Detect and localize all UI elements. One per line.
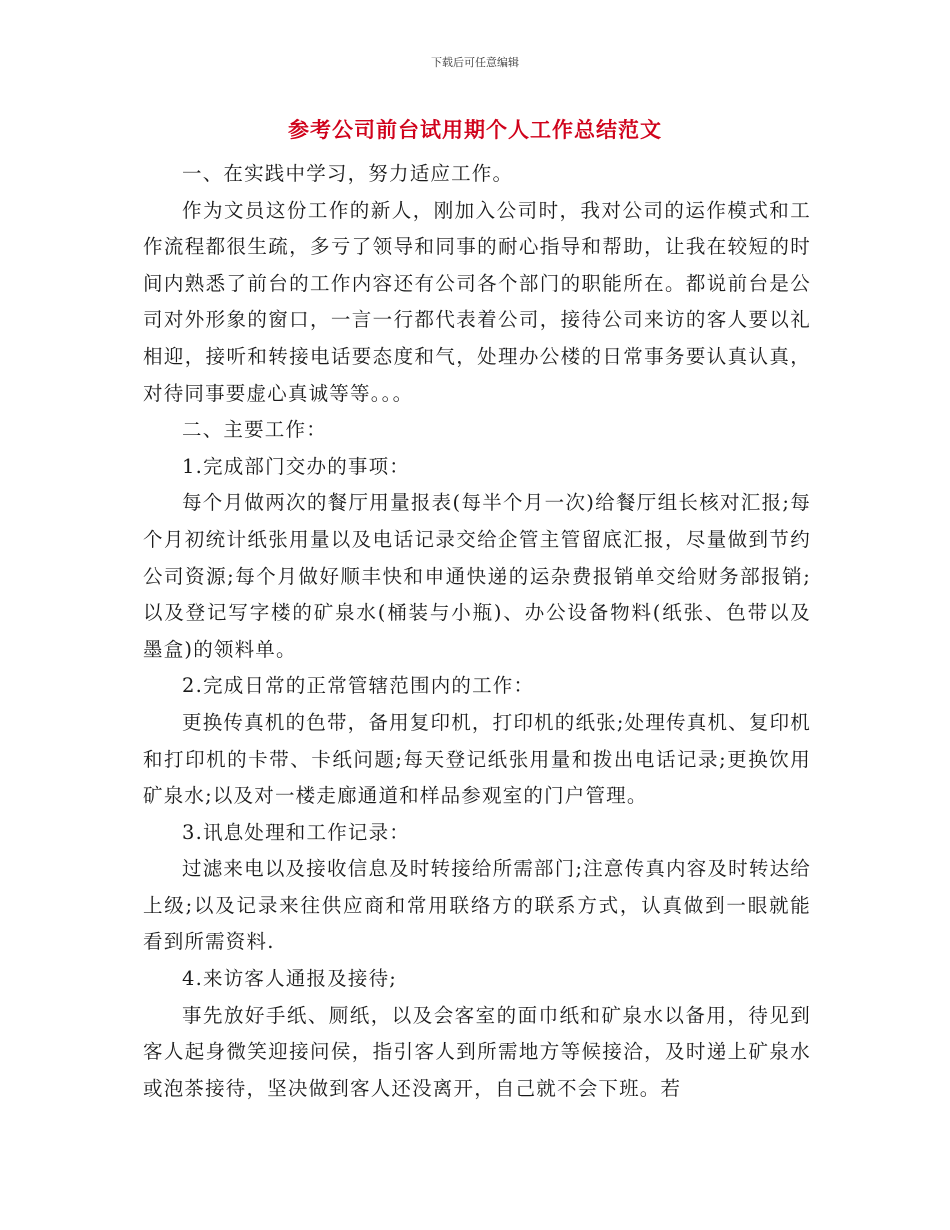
header-note: 下载后可任意编辑 xyxy=(431,56,519,69)
document-body xyxy=(143,156,811,1107)
subheading-2: 2.完成日常的正常管辖范围内的工作： xyxy=(182,674,535,698)
section-heading-2: 二、主要工作： xyxy=(182,418,327,442)
document-title: 参考公司前台试用期个人工作总结范文 xyxy=(288,118,662,142)
subheading-1: 1.完成部门交办的事项： xyxy=(182,454,411,478)
subheading-3: 3.讯息处理和工作记录： xyxy=(182,820,411,844)
body-paragraph: 过滤来电以及接收信息及时转接给所需部门;注意传真内容及时转达给上级;以及记录来往供应商和常用联络方的联系方式，认真做到一眼就能看到所需资料. xyxy=(143,857,811,954)
body-paragraph: 作为文员这份工作的新人，刚加入公司时，我对公司的运作模式和工作流程都很生疏，多亏了领导和同事的耐心指导和帮助，让我在较短的时间内熟悉了前台的工作内容还有公司各个部门的职能所在。都说前台是公司对外形象的窗口，一言一行都代表着公司，接待公司来访的客人要以礼相迎，接听和转接电话要态度和气，处理办公楼的日常事务要认真认真，对待同事要虚心真诚等等。。。 xyxy=(143,198,811,405)
body-paragraph: 事先放好手纸、厕纸，以及会客室的面巾纸和矿泉水以备用，待见到客人起身微笑迎接问侯，指引客人到所需地方等候接洽，及时递上矿泉水或泡茶接待，坚决做到客人还没离开，自己就不会下班。若 xyxy=(143,1003,811,1100)
body-paragraph: 更换传真机的色带，备用复印机，打印机的纸张;处理传真机、复印机和打印机的卡带、卡纸问题;每天登记纸张用量和拨出电话记录;更换饮用矿泉水;以及对一楼走廊通道和样品参观室的门户管理。 xyxy=(143,710,811,808)
body-paragraph: 每个月做两次的餐厅用量报表(每半个月一次)给餐厅组长核对汇报;每个月初统计纸张用量以及电话记录交给企管主管留底汇报，尽量做到节约公司资源;每个月做好顺丰快和申通快递的运杂费报销单交给财务部报销;以及登记写字楼的矿泉水(桶装与小瓶)、办公设备物料(纸张、色带以及墨盒)的领料单。 xyxy=(143,491,811,661)
subheading-4: 4.来访客人通报及接待; xyxy=(182,967,398,991)
section-heading-1: 一、在实践中学习，努力适应工作。 xyxy=(182,162,514,185)
